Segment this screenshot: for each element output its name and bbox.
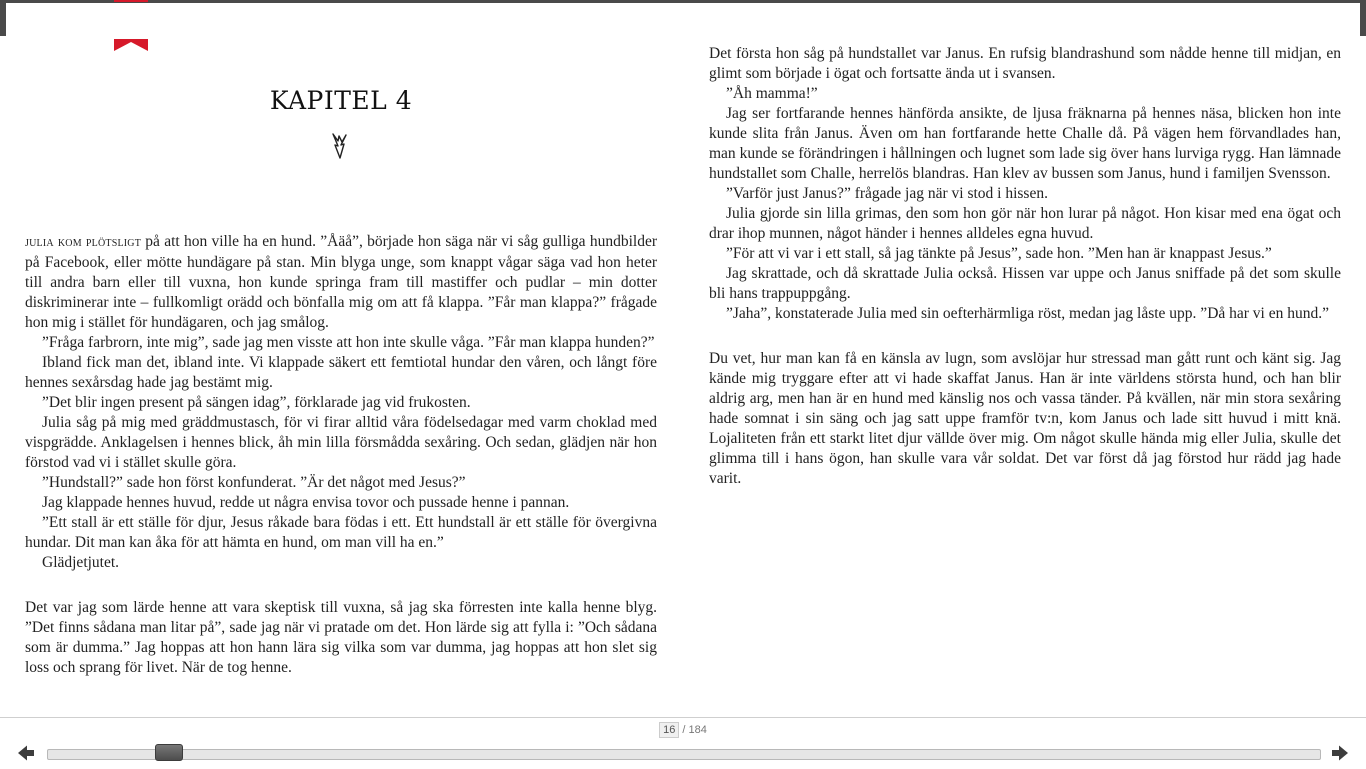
page-counter	[0, 722, 1366, 738]
window-frame-left	[0, 0, 6, 36]
paragraph: ”För att vi var i ett stall, så jag tänkte på Jesus”, sade hon. ”Men han är knappast Jesus.”	[726, 245, 1272, 262]
left-page	[25, 42, 657, 702]
paragraph: Det var jag som lärde henne att vara skeptisk till vuxna, så jag ska förresten inte kalla henne blyg. ”Det finns sådana man litar på”, sade jag när vi pratade om det. Hon lärde sig att fylla i: ”Och sådana som är dumma.” Jag hoppas att hon hann lära sig vilka som var dumma, jag hoppas att hon slet sig loss och sprang för livet. När de tog henne.	[25, 599, 657, 676]
paragraph-text: på att hon ville ha en hund. ”Åäå”, började hon säga när vi såg gulliga hundbilder på Facebook, eller mötte hundägare på stan. Min blyga unge, som knappt vågar säga vad hon heter till andra barn eller till vuxna, hon kunde springa fram till mastiffer och pudlar – min dotter diskriminerar inte – fullkomligt orädd och bönfalla mig om att få klappa. ”Får man klappa?” frågade hon mig i stället för hundägaren, och jag smålog.	[25, 233, 657, 331]
paragraph: Du vet, hur man kan få en känsla av lugn, som avslöjar hur stressad man gått runt och känt sig. Jag kände mig tryggare efter att vi hade skaffat Janus. Han är inte världens största hund, och han blir aldrig arg, men han är en hund med känslig nos och vassa tänder. På kvällen, när min stora sexåring hade somnat i sin säng och jag satt uppe framför tv:n, kom Janus och lade sitt huvud i mitt knä. Lojaliteten från ett starkt litet djur vällde över mig. Om något skulle hända mig eller Julia, skulle det glimma till i hans ögon, han skulle vara vår soldat. Det var först då jag förstod hur rädd jag hade varit.	[709, 350, 1341, 487]
paragraph: ”Det blir ingen present på sängen idag”, förklarade jag vid frukosten.	[42, 394, 471, 411]
paragraph: ”Ett stall är ett ställe för djur, Jesus råkade bara födas i ett. Ett hundstall är ett ställe för övergivna hundar. Dit man kan åka för att hämta en hund, om man vill ha en.”	[25, 514, 657, 551]
bookmark-tab[interactable]	[114, 0, 148, 2]
paragraph	[25, 232, 657, 333]
paragraph: Jag klappade hennes huvud, redde ut några envisa tovor och pussade henne i pannan.	[42, 494, 570, 511]
window-frame-right	[1360, 0, 1366, 36]
right-page-text	[709, 44, 1341, 489]
chapter-title: KAPITEL 4	[269, 86, 413, 115]
paragraph: Glädjetjutet.	[42, 554, 120, 571]
page-progress-slider-thumb[interactable]	[155, 744, 183, 761]
paragraph: ”Fråga farbrorn, inte mig”, sade jag men visste att hon inte skulle våga. ”Får man klappa hunden?”	[42, 334, 655, 351]
window-frame-top	[0, 0, 1366, 3]
paragraph: ”Hundstall?” sade hon först konfunderat. ”Är det något med Jesus?”	[42, 474, 466, 491]
chapter-ornament-icon	[330, 132, 350, 160]
paragraph: Jag skrattade, och då skrattade Julia också. Hissen var uppe och Janus sniffade på det som skulle bli hans trappuppgång.	[709, 265, 1341, 302]
paragraph: ”Åh mamma!”	[726, 85, 818, 102]
page-progress-track[interactable]	[47, 749, 1321, 760]
paragraph: Ibland fick man det, ibland inte. Vi klappade säkert ett femtiotal hundar den våren, och långt före hennes sexårsdag hade jag bestämt mig.	[25, 354, 657, 391]
paragraph: Julia gjorde sin lilla grimas, den som hon gör när hon lurar på något. Hon kisar med ena ögat och drar ihop munnen, något händer i hennes alldeles egna huvud.	[709, 205, 1341, 242]
total-pages-label: / 184	[682, 724, 707, 736]
chapter-lead-in: julia kom plötsligt	[25, 235, 142, 250]
paragraph: Det första hon såg på hundstallet var Janus. En rufsig blandrashund som nådde henne till midjan, en glimt som började i ögat och fortsatte ända ut i svansen.	[709, 45, 1341, 82]
paragraph: Jag ser fortfarande hennes hänförda ansikte, de ljusa fräknarna på hennes näsa, blicken hon inte kunde slita från Janus. Även om han fortfarande hette Challe då. På vägen hem förvandlades han, man kunde se förändringen i hållningen och lugnet som lade sig över hans lurviga rygg. Han lämnade hundstallet som Challe, herrelös blandras. Han klev av bussen som Janus, hund i familjen Svensson.	[709, 105, 1341, 182]
right-page	[709, 42, 1341, 702]
current-page-input[interactable]: 16	[659, 722, 679, 738]
reader-navigation-bar	[0, 717, 1366, 769]
arrow-left-icon[interactable]	[17, 744, 35, 762]
paragraph: ”Varför just Janus?” frågade jag när vi stod i hissen.	[726, 185, 1048, 202]
arrow-right-icon[interactable]	[1331, 744, 1349, 762]
paragraph: Julia såg på mig med gräddmustasch, för vi firar alltid våra födelsedagar med varm choklad med vispgrädde. Anklagelsen i hennes blick, åh min lilla försmådda sexåring. Och sedan, glädjen när hon förstod vad vi i stället skulle göra.	[25, 414, 657, 471]
left-page-text	[25, 232, 657, 678]
paragraph: ”Jaha”, konstaterade Julia med sin oefterhärmliga röst, medan jag låste upp. ”Då har vi en hund.”	[726, 305, 1329, 322]
